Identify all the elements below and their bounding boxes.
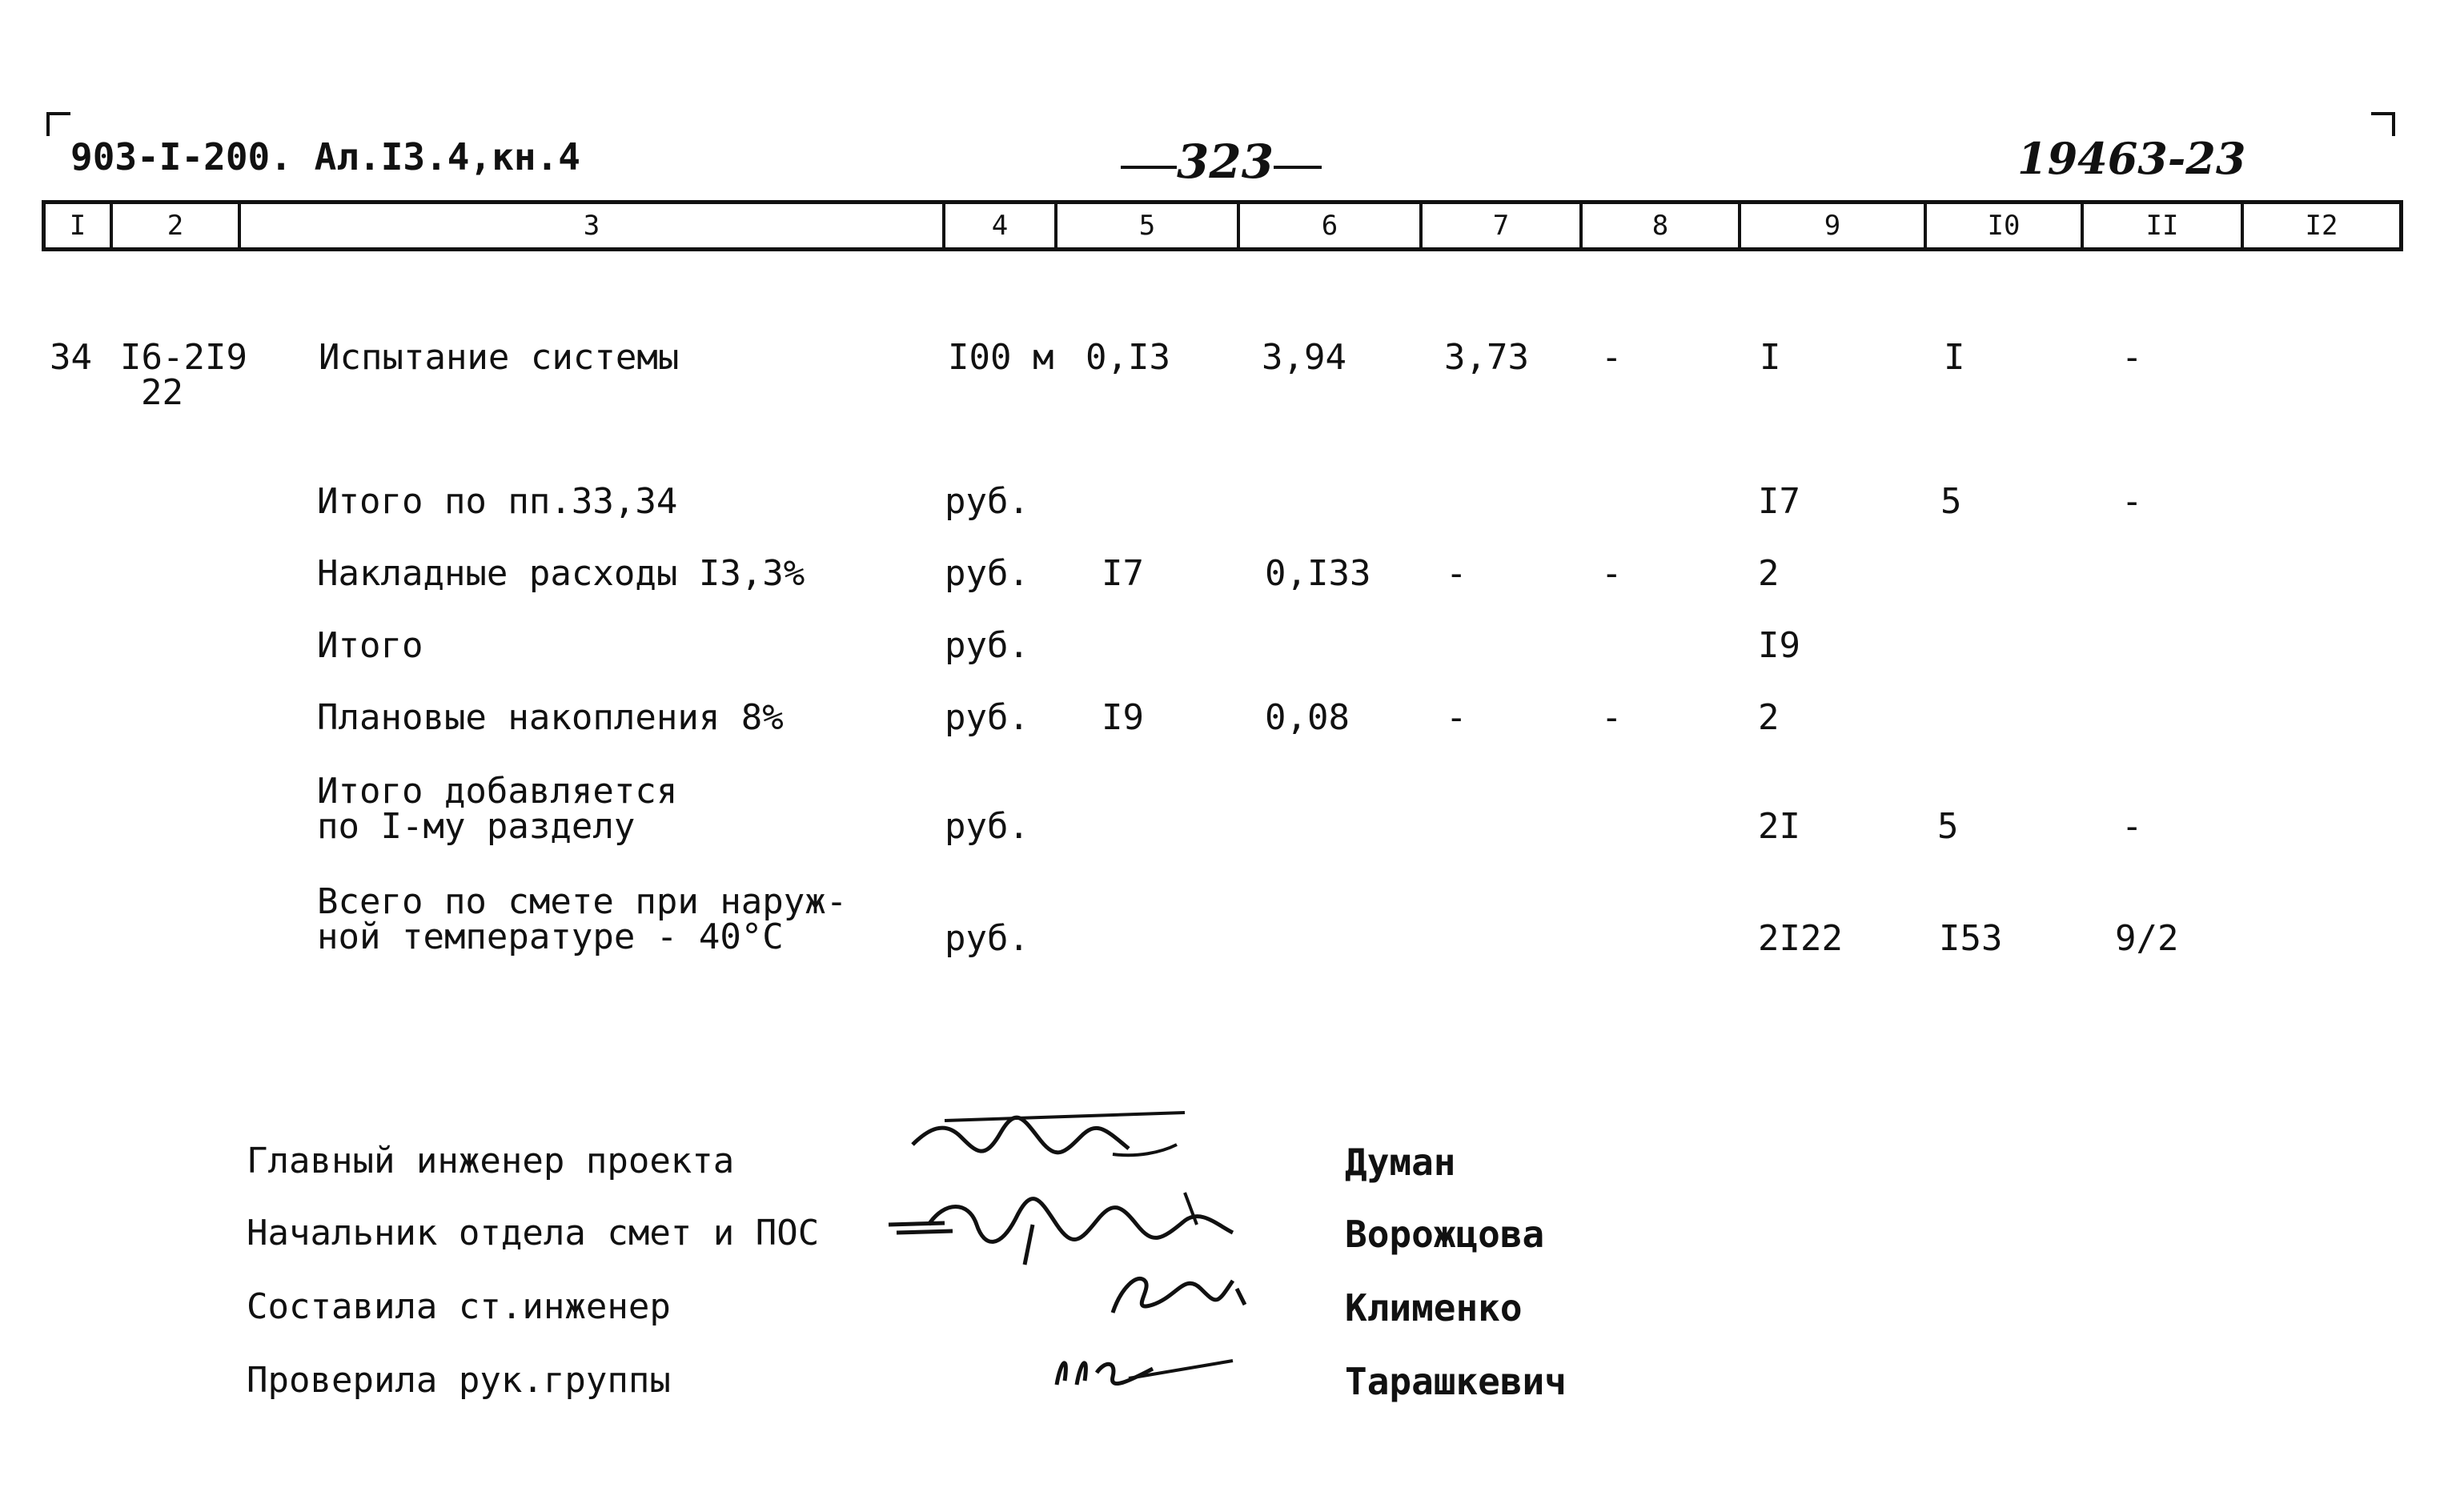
unit: руб. bbox=[945, 553, 1029, 594]
item-name-cont: ной температуре - 40°C bbox=[317, 916, 784, 957]
cell-col5: I7 bbox=[1102, 553, 1144, 594]
column-header-12: I2 bbox=[2305, 210, 2338, 242]
cell-col10: I bbox=[1944, 337, 1965, 378]
item-name: Плановые накопления 8% bbox=[317, 697, 784, 738]
signature-drawing-4 bbox=[1041, 1329, 1249, 1401]
item-name: Всего по смете при наруж- bbox=[317, 881, 848, 922]
column-header-10: I0 bbox=[1927, 204, 2084, 247]
cell-col11: 9/2 bbox=[2115, 918, 2179, 959]
signatory-name: Ворожцова bbox=[1345, 1213, 1545, 1256]
cell-col9: 2 bbox=[1758, 697, 1780, 738]
cell-col5: 0,I3 bbox=[1086, 337, 1170, 378]
document-code: 903-I-200. Ал.I3.4,кн.4 bbox=[70, 135, 580, 178]
norm-code: I6-2I9 bbox=[120, 337, 247, 378]
unit: I00 м bbox=[948, 337, 1054, 378]
signatory-name: Думан bbox=[1345, 1141, 1456, 1184]
item-name: Накладные расходы I3,3% bbox=[317, 553, 805, 594]
cell-col8: - bbox=[1601, 553, 1623, 594]
signatory-title: Начальник отдела смет и ПОС bbox=[247, 1213, 820, 1253]
item-name: Итого bbox=[317, 625, 423, 666]
cell-col8: - bbox=[1601, 697, 1623, 738]
column-header-5: 5 bbox=[1057, 204, 1240, 247]
cell-col10: 5 bbox=[1937, 806, 1959, 847]
cell-col6: 3,94 bbox=[1262, 337, 1346, 378]
cell-col6: 0,08 bbox=[1265, 697, 1350, 738]
unit: руб. bbox=[945, 806, 1029, 847]
signatory-name: Тарашкевич bbox=[1345, 1360, 1567, 1403]
cell-col10: I53 bbox=[1939, 918, 2003, 959]
page-number: 323 bbox=[1121, 134, 1322, 189]
signatory-name: Клименко bbox=[1345, 1286, 1523, 1330]
cell-col9: 2I22 bbox=[1758, 918, 1843, 959]
cell-col8: - bbox=[1601, 337, 1623, 378]
cell-col9: I7 bbox=[1758, 481, 1800, 522]
cell-col9: I9 bbox=[1758, 625, 1800, 666]
unit: руб. bbox=[945, 625, 1029, 666]
row-number: 34 bbox=[50, 337, 92, 378]
signatory-title: Составила ст.инженер bbox=[247, 1286, 671, 1327]
cell-col11: - bbox=[2121, 806, 2143, 847]
cell-col7: - bbox=[1446, 697, 1467, 738]
sheet-code: 19463-23 bbox=[2017, 133, 2246, 184]
column-header-7: 7 bbox=[1423, 204, 1583, 247]
unit: руб. bbox=[945, 697, 1029, 738]
signatory-title: Проверила рук.группы bbox=[247, 1360, 671, 1401]
cell-col11: - bbox=[2121, 337, 2143, 378]
signature-drawing-1 bbox=[897, 1105, 1217, 1185]
column-header-11: II bbox=[2084, 204, 2244, 247]
corner-mark-left bbox=[46, 112, 70, 136]
item-name-cont: по I-му разделу bbox=[317, 806, 636, 847]
cell-col6: 0,I33 bbox=[1265, 553, 1371, 594]
cell-col11: - bbox=[2121, 481, 2143, 522]
cell-col7: - bbox=[1446, 553, 1467, 594]
cell-col5: I9 bbox=[1102, 697, 1144, 738]
unit: руб. bbox=[945, 481, 1029, 522]
item-name: Испытание системы bbox=[319, 337, 680, 378]
cell-col9: 2 bbox=[1758, 553, 1780, 594]
column-header-9: 9 bbox=[1741, 204, 1927, 247]
signature-drawing-3 bbox=[1097, 1257, 1257, 1329]
cell-col10: 5 bbox=[1940, 481, 1962, 522]
column-header-1: I bbox=[46, 204, 113, 247]
column-header-6: 6 bbox=[1240, 204, 1423, 247]
item-name: Итого по пп.33,34 bbox=[317, 481, 678, 522]
column-header-3: 3 bbox=[241, 204, 945, 247]
unit: руб. bbox=[945, 918, 1029, 959]
column-header-8: 8 bbox=[1583, 204, 1741, 247]
item-name: Итого добавляется bbox=[317, 771, 678, 812]
column-header-2: 2 bbox=[113, 204, 241, 247]
cell-col9: I bbox=[1760, 337, 1781, 378]
cell-col7: 3,73 bbox=[1444, 337, 1529, 378]
norm-code-suffix: 22 bbox=[141, 372, 183, 413]
column-header-strip bbox=[42, 200, 2403, 251]
signatory-title: Главный инженер проекта bbox=[247, 1141, 735, 1181]
corner-mark-right bbox=[2371, 112, 2395, 136]
column-header-4: 4 bbox=[945, 204, 1057, 247]
cell-col9: 2I bbox=[1758, 806, 1800, 847]
